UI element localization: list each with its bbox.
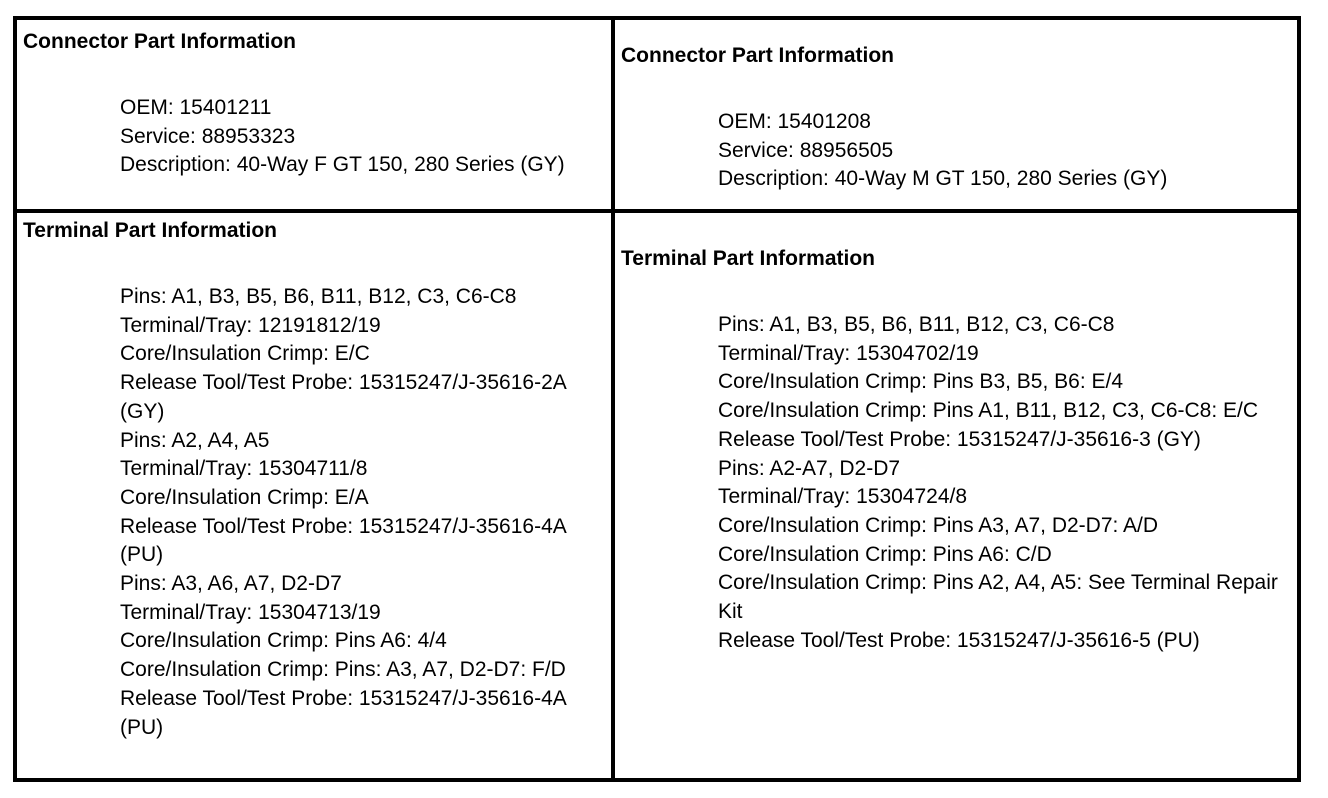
info-line: Release Tool/Test Probe: 15315247/J-35616-3 (GY) [718,427,1201,451]
section-heading: Terminal Part Information [621,247,875,270]
info-lines [718,311,1278,655]
section-heading: Terminal Part Information [23,219,277,242]
connector-info-cell-left [17,20,615,213]
section-heading: Connector Part Information [621,44,895,67]
info-line: Release Tool/Test Probe: 15315247/J-35616-4A (PU) [120,686,566,739]
info-lines [120,94,610,180]
terminal-info-cell-left [17,213,615,778]
info-line: Core/Insulation Crimp: Pins A6: C/D [718,542,1052,566]
info-line: Pins: A1, B3, B5, B6, B11, B12, C3, C6-C8 [718,313,1115,336]
info-line: OEM: 15401208 [718,110,871,133]
info-line: Terminal/Tray: 15304711/8 [120,457,368,481]
info-line: Service: 88956505 [718,138,894,162]
info-line: Terminal/Tray: 12191812/19 [120,313,381,337]
connector-terminal-table [13,16,1301,782]
info-line: Core/Insulation Crimp: Pins A1, B11, B12, C3, C6-C8: E/C [718,399,1259,423]
info-line: Terminal/Tray: 15304713/19 [120,600,381,624]
info-line: Description: 40-Way F GT 150, 280 Series (GY) [120,153,565,177]
info-line: Core/Insulation Crimp: Pins A3, A7, D2-D7: A/D [718,513,1159,537]
info-lines [120,283,610,742]
info-line: Core/Insulation Crimp: Pins B3, B5, B6: E/4 [718,370,1124,394]
info-line: OEM: 15401211 [120,96,272,119]
info-line: Core/Insulation Crimp: Pins A2, A4, A5: See Terminal Repair Kit [718,571,1278,624]
info-line: Terminal/Tray: 15304724/8 [718,485,968,509]
info-line: Core/Insulation Crimp: Pins A6: 4/4 [120,629,447,653]
info-line: Description: 40-Way M GT 150, 280 Series (GY) [718,167,1168,191]
info-line: Release Tool/Test Probe: 15315247/J-35616-2A (GY) [120,371,566,423]
info-line: Pins: A1, B3, B5, B6, B11, B12, C3, C6-C8 [120,285,517,308]
section-heading: Connector Part Information [23,30,297,53]
info-line: Release Tool/Test Probe: 15315247/J-35616-4A (PU) [120,514,566,567]
info-line: Core/Insulation Crimp: E/A [120,485,369,509]
info-line: Core/Insulation Crimp: Pins: A3, A7, D2-D7: F/D [120,658,566,682]
info-line: Core/Insulation Crimp: E/C [120,342,370,366]
terminal-info-cell-right [615,213,1299,778]
info-line: Terminal/Tray: 15304702/19 [718,341,979,365]
info-lines [718,108,1278,194]
info-line: Release Tool/Test Probe: 15315247/J-35616-5 (PU) [718,628,1200,652]
info-line: Pins: A2-A7, D2-D7 [718,456,901,480]
connector-info-cell-right [615,20,1299,213]
info-line: Service: 88953323 [120,124,296,148]
info-line: Pins: A3, A6, A7, D2-D7 [120,572,342,596]
info-line: Pins: A2, A4, A5 [120,428,270,452]
